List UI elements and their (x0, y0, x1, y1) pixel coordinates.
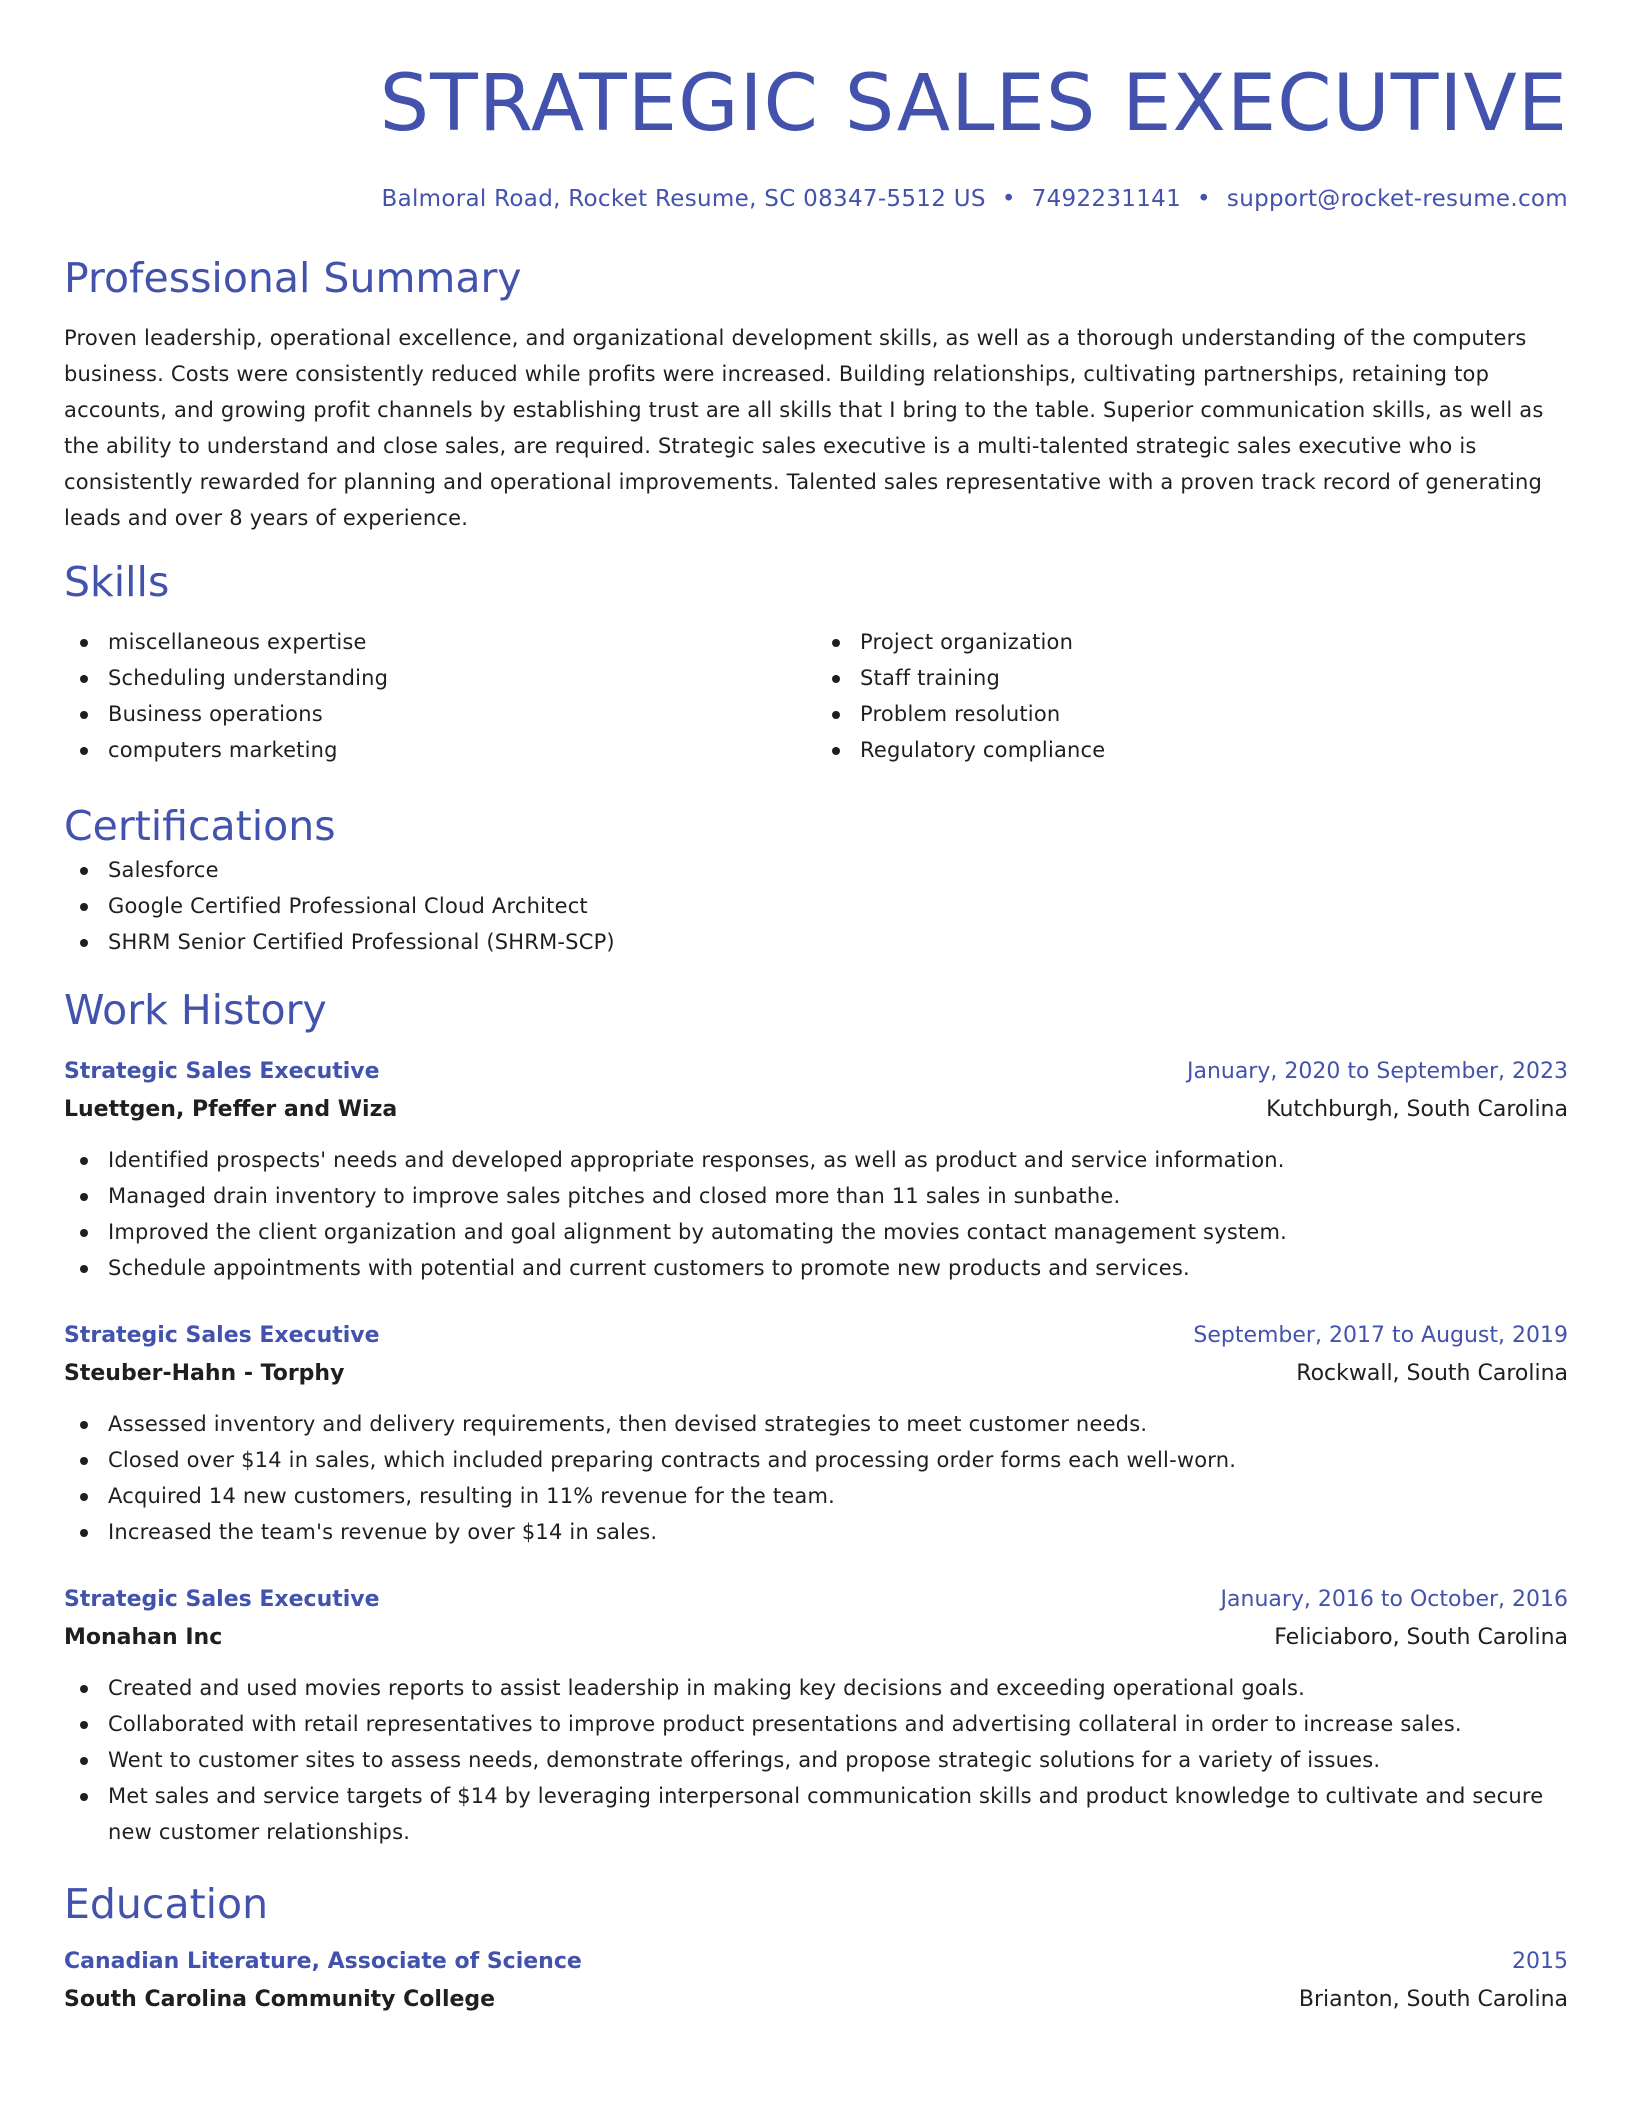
list-item (64, 852, 1568, 888)
bullet-icon (80, 1529, 88, 1537)
certification-text: Salesforce (108, 858, 219, 882)
job-entry (64, 1320, 1568, 1550)
section-title-certifications: Certifications (64, 802, 336, 850)
section-title-education: Education (64, 1880, 269, 1928)
section-title-skills: Skills (64, 558, 170, 606)
list-item (64, 1442, 1568, 1478)
skills-list-right (816, 624, 1568, 768)
bullet-text: Managed drain inventory to improve sales pitches and closed more than 11 sales in sunbathe. (108, 1184, 1121, 1208)
skill-text: Project organization (860, 630, 1074, 654)
certification-text: Google Certified Professional Cloud Architect (108, 894, 588, 918)
contact-separator: • (1001, 186, 1016, 212)
bullet-icon (80, 711, 88, 719)
job-title: Strategic Sales Executive (64, 1059, 380, 1084)
skill-text: computers marketing (108, 738, 338, 762)
school-location: Brianton, South Carolina (1298, 1987, 1568, 2012)
bullet-text: Went to customer sites to assess needs, demonstrate offerings, and propose strategic solutions for a variety of issues. (108, 1748, 1381, 1772)
bullet-icon (80, 747, 88, 755)
certifications-list (64, 852, 1568, 960)
bullet-text: Identified prospects' needs and developed appropriate responses, as well as product and service information. (108, 1148, 1285, 1172)
bullet-text: Improved the client organization and goal alignment by automating the movies contact management system. (108, 1220, 1288, 1244)
bullet-icon (80, 903, 88, 911)
job-title: Strategic Sales Executive (64, 1323, 380, 1348)
bullet-text: Collaborated with retail representatives to improve product presentations and advertising collateral in order to increase sales. (108, 1712, 1462, 1736)
bullet-icon (832, 747, 840, 755)
skill-text: Scheduling understanding (108, 666, 389, 690)
contact-separator: • (1197, 186, 1211, 212)
bullet-text: Closed over $14 in sales, which included preparing contracts and processing order forms each well-worn. (108, 1448, 1237, 1472)
skill-text: Business operations (108, 702, 323, 726)
degree: Canadian Literature, Associate of Science (64, 1949, 582, 1974)
list-item (64, 1250, 1568, 1286)
company-name: Luettgen, Pfeffer and Wiza (64, 1097, 398, 1122)
skills-list-left (64, 624, 816, 768)
job-title: Strategic Sales Executive (64, 1587, 380, 1612)
bullet-text: Acquired 14 new customers, resulting in 11% revenue for the team. (108, 1484, 835, 1508)
bullet-icon (80, 1421, 88, 1429)
company-name: Steuber-Hahn - Torphy (64, 1361, 345, 1386)
bullet-icon (80, 1493, 88, 1501)
list-item (64, 888, 1568, 924)
bullet-text: Assessed inventory and delivery requirements, then devised strategies to meet customer needs. (108, 1412, 1148, 1436)
list-item (64, 1670, 1568, 1706)
education-year: 2015 (1512, 1949, 1568, 1974)
list-item (64, 1514, 1568, 1550)
job-entry (64, 1584, 1568, 1850)
bullet-icon (832, 675, 840, 683)
job-bullets (64, 1406, 1568, 1550)
list-item (64, 1214, 1568, 1250)
section-title-work-history: Work History (64, 986, 327, 1034)
job-dates: September, 2017 to August, 2019 (1193, 1323, 1568, 1348)
job-entry (64, 1056, 1568, 1286)
bullet-icon (80, 1721, 88, 1729)
bullet-icon (832, 639, 840, 647)
bullet-icon (80, 1685, 88, 1693)
skill-text: miscellaneous expertise (108, 630, 367, 654)
bullet-text: Increased the team's revenue by over $14 in sales. (108, 1520, 658, 1544)
bullet-icon (80, 1793, 88, 1801)
skills-columns (64, 624, 1568, 768)
skill-text: Staff training (860, 666, 1001, 690)
job-bullets (64, 1142, 1568, 1286)
bullet-icon (80, 1265, 88, 1273)
summary-text: Proven leadership, operational excellence, and organizational development skills, as well as a thorough understanding of the computers business. Costs were consistently reduced while profits were increased. Building relationships, cultivating partnerships, retaining top accounts, and growing profit channels by establishing trust are all skills that I bring to the table. Superior communication skills, as well as the ability to understand and close sales, are required. Strategic sales executive is a multi-talented strategic sales executive who is consistently rewarded for planning and operational improvements. Talented sales representative with a proven track record of generating leads and over 8 years of experience. (64, 326, 1544, 530)
list-item (816, 624, 1568, 660)
job-location: Feliciaboro, South Carolina (1274, 1625, 1568, 1650)
job-bullets (64, 1670, 1568, 1850)
list-item (64, 1706, 1568, 1742)
skill-text: Regulatory compliance (860, 738, 1106, 762)
certification-text: SHRM Senior Certified Professional (SHRM-SCP) (108, 930, 615, 954)
contact-email: support@rocket-resume.com (1226, 186, 1568, 212)
list-item (64, 1178, 1568, 1214)
school-name: South Carolina Community College (64, 1987, 496, 2012)
bullet-icon (80, 867, 88, 875)
bullet-icon (80, 675, 88, 683)
bullet-icon (80, 1193, 88, 1201)
job-location: Rockwall, South Carolina (1296, 1361, 1568, 1386)
bullet-icon (80, 1457, 88, 1465)
list-item (64, 924, 1568, 960)
education-entry (64, 1946, 1568, 2016)
bullet-icon (832, 711, 840, 719)
contact-line (64, 184, 1568, 214)
bullet-icon (80, 1229, 88, 1237)
company-name: Monahan Inc (64, 1625, 223, 1650)
bullet-icon (80, 1157, 88, 1165)
list-item (64, 1406, 1568, 1442)
bullet-text: Created and used movies reports to assist leadership in making key decisions and exceeding operational goals. (108, 1676, 1306, 1700)
skill-text: Problem resolution (860, 702, 1061, 726)
bullet-icon (80, 639, 88, 647)
list-item (64, 732, 816, 768)
list-item (64, 660, 816, 696)
bullet-text: Met sales and service targets of $14 by leveraging interpersonal communication skills and product knowledge to cultivate and secure new customer relationships. (108, 1784, 1544, 1844)
job-location: Kutchburgh, South Carolina (1266, 1097, 1568, 1122)
list-item (64, 1778, 1568, 1850)
bullet-text: Schedule appointments with potential and current customers to promote new products and services. (108, 1256, 1190, 1280)
list-item (816, 696, 1568, 732)
resume-name: STRATEGIC SALES EXECUTIVE (379, 59, 1568, 149)
list-item (64, 1478, 1568, 1514)
list-item (816, 660, 1568, 696)
bullet-icon (80, 939, 88, 947)
bullet-icon (80, 1757, 88, 1765)
list-item (64, 1142, 1568, 1178)
list-item (64, 1742, 1568, 1778)
job-dates: January, 2016 to October, 2016 (1220, 1587, 1568, 1612)
list-item (64, 696, 816, 732)
job-dates: January, 2020 to September, 2023 (1186, 1059, 1568, 1084)
section-title-summary: Professional Summary (64, 254, 522, 302)
contact-phone: 7492231141 (1031, 186, 1182, 212)
contact-address: Balmoral Road, Rocket Resume, SC 08347-5512 US (381, 186, 986, 212)
list-item (816, 732, 1568, 768)
list-item (64, 624, 816, 660)
